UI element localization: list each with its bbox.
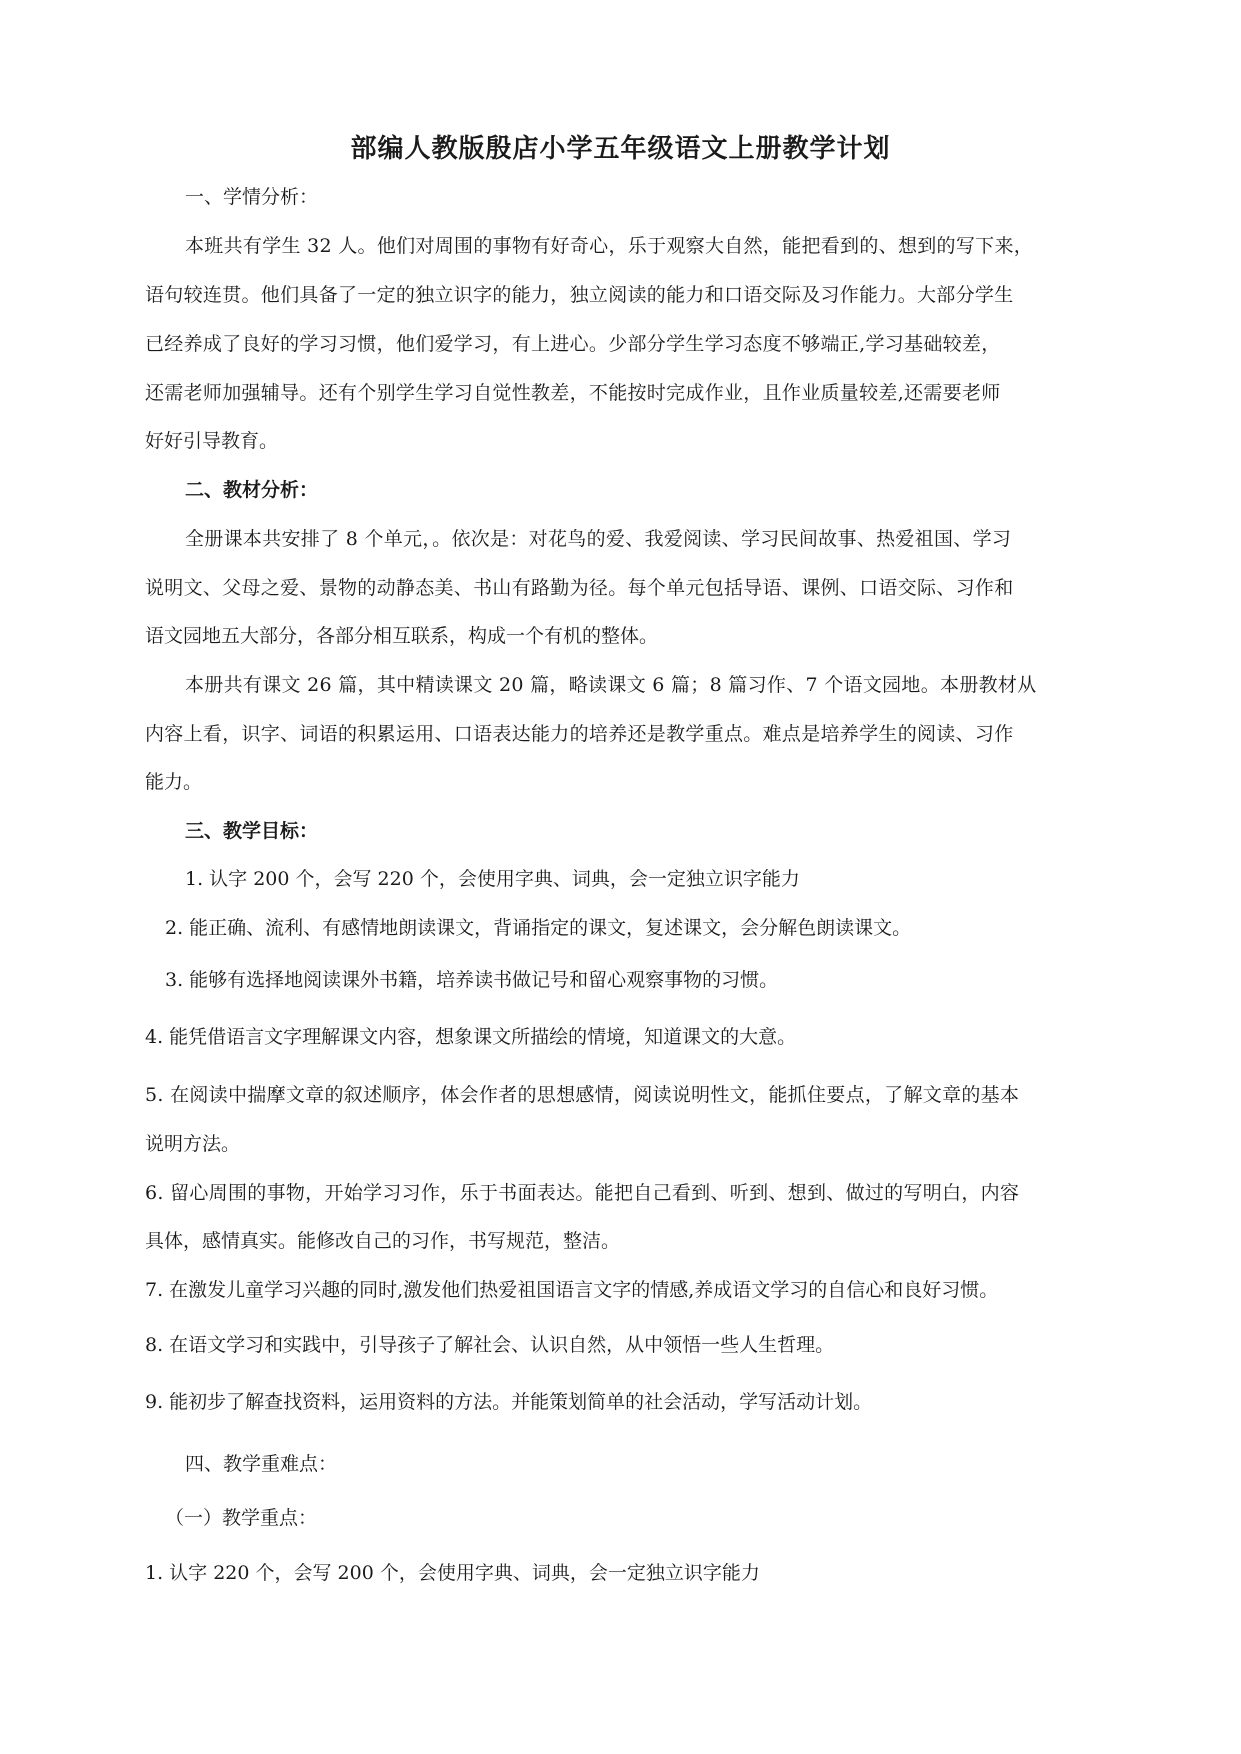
goal-item: 5. 在阅读中揣摩文章的叙述顺序，体会作者的思想感情，阅读说明性文，能抓住要点，了解文章的基本 [145,1084,1020,1106]
paragraph-line: 还需老师加强辅导。还有个别学生学习自觉性教差，不能按时完成作业，且作业质量较差,还需要老师 [145,382,1001,404]
paragraph-line: 全册课本共安排了 8 个单元，。依次是：对花鸟的爱、我爱阅读、学习民间故事、热爱祖国、学习 [185,528,1012,550]
paragraph-line: 语文园地五大部分，各部分相互联系，构成一个有机的整体。 [145,625,659,647]
goal-item: 1. 认字 200 个，会写 220 个，会使用字典、词典，会一定独立识字能力 [185,868,800,890]
section-heading-teaching-goals: 三、教学目标： [185,820,319,842]
goal-item: 4. 能凭借语言文字理解课文内容，想象课文所描绘的情境，知道课文的大意。 [145,1026,797,1048]
section-heading-textbook-analysis: 二、教材分析： [185,479,319,501]
section-heading-learning-analysis: 一、学情分析： [185,186,319,208]
goal-item: 6. 留心周围的事物，开始学习习作，乐于书面表达。能把自己看到、听到、想到、做过的写明白，内容 [145,1182,1020,1204]
goal-item-continuation: 具体，感情真实。能修改自己的习作，书写规范，整洁。 [145,1230,621,1252]
key-point-item: 1. 认字 220 个，会写 200 个，会使用字典、词典，会一定独立识字能力 [145,1562,760,1584]
goal-item: 7. 在激发儿童学习兴趣的同时,激发他们热爱祖国语言文字的情感,养成语文学习的自信心和良好习惯。 [145,1279,999,1301]
section-heading-key-difficulties: 四、教学重难点： [185,1453,338,1475]
paragraph-line: 说明文、父母之爱、景物的动静态美、书山有路勤为径。每个单元包括导语、课例、口语交际、习作和 [145,577,1014,599]
goal-item: 3. 能够有选择地阅读课外书籍，培养读书做记号和留心观察事物的习惯。 [165,969,779,991]
goal-item: 9. 能初步了解查找资料，运用资料的方法。并能策划简单的社会活动，学写活动计划。 [145,1391,873,1413]
paragraph-line: 内容上看，识字、词语的积累运用、口语表达能力的培养还是教学重点。难点是培养学生的阅读、习作 [145,723,1014,745]
paragraph-line: 语句较连贯。他们具备了一定的独立识字的能力，独立阅读的能力和口语交际及习作能力。大部分学生 [145,284,1014,306]
paragraph-line: 本班共有学生 32 人。他们对周围的事物有好奇心，乐于观察大自然，能把看到的、想到的写下来， [185,235,1034,257]
paragraph-line: 本册共有课文 26 篇，其中精读课文 20 篇，略读课文 6 篇；8 篇习作、7 个语文园地。本册教材从 [185,674,1037,696]
paragraph-line: 好好引导教育。 [145,430,279,452]
sub-heading-key-points: （一）教学重点： [165,1507,318,1529]
goal-item: 2. 能正确、流利、有感情地朗读课文，背诵指定的课文，复述课文，会分解色朗读课文。 [165,917,912,939]
paragraph-line: 能力。 [145,771,203,793]
document-title: 部编人教版殷店小学五年级语文上册教学计划 [350,134,891,164]
goal-item: 8. 在语文学习和实践中，引导孩子了解社会、认识自然，从中领悟一些人生哲理。 [145,1334,835,1356]
goal-item-continuation: 说明方法。 [145,1133,241,1155]
paragraph-line: 已经养成了良好的学习习惯，他们爱学习，有上进心。少部分学生学习态度不够端正,学习基础较差， [145,333,1001,355]
